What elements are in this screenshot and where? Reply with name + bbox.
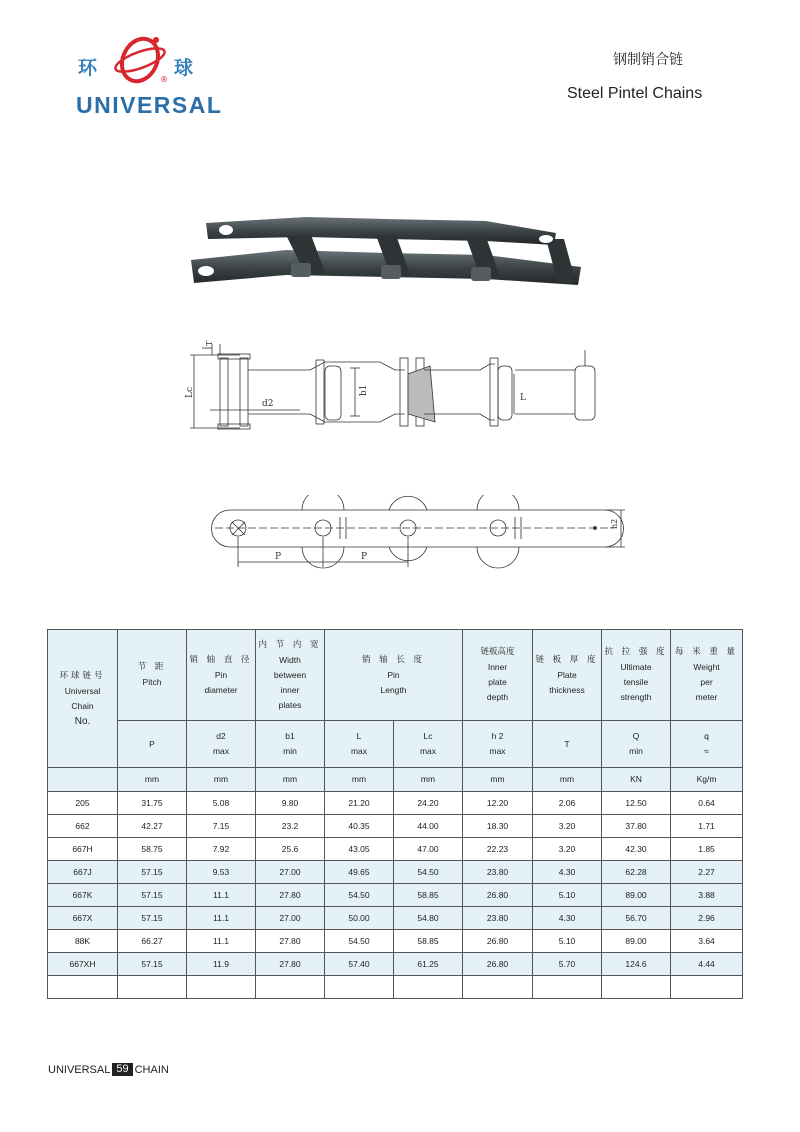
table-cell: 89.00	[602, 884, 671, 907]
table-cell: 49.65	[325, 861, 394, 884]
header-plate-thickness: 链 板 厚 度 Plate thickness	[533, 630, 602, 721]
table-row	[48, 838, 743, 861]
table-cell: 662	[48, 815, 118, 838]
table-cell: 25.6	[256, 838, 325, 861]
table-row	[48, 907, 743, 930]
table-cell: 23.2	[256, 815, 325, 838]
unit-pitch: mm	[118, 768, 187, 792]
table-cell: 57.15	[118, 953, 187, 976]
table-cell: 42.30	[602, 838, 671, 861]
spec-table	[47, 629, 743, 999]
table-cell: 26.80	[463, 953, 533, 976]
chain-top-view-drawing	[180, 330, 620, 440]
table-cell: 11.9	[187, 953, 256, 976]
table-row	[48, 953, 743, 976]
table-cell: 27.80	[256, 884, 325, 907]
dim-P2-label: P	[361, 552, 368, 562]
table-cell: 23.80	[463, 861, 533, 884]
sym-pitch: P	[118, 721, 187, 768]
table-row	[48, 815, 743, 838]
table-cell: 667K	[48, 884, 118, 907]
sym-Lc: Lc max	[394, 721, 463, 768]
table-cell: 21.20	[325, 792, 394, 815]
unit-h2: mm	[463, 768, 533, 792]
chain-photo	[186, 205, 586, 295]
unit-d2: mm	[187, 768, 256, 792]
table-cell: 26.80	[463, 930, 533, 953]
table-cell: 27.80	[256, 953, 325, 976]
table-cell: 667XH	[48, 953, 118, 976]
table-cell: 47.00	[394, 838, 463, 861]
unit-q: Kg/m	[671, 768, 743, 792]
header-pin-length: 销 轴 长 度 Pin Length	[325, 630, 463, 721]
brand-cn-left: 环	[78, 57, 99, 79]
table-cell: 23.80	[463, 907, 533, 930]
dim-b1-label: b1	[359, 384, 369, 396]
table-cell: 26.80	[463, 884, 533, 907]
table-cell: 57.40	[325, 953, 394, 976]
sym-L: L max	[325, 721, 394, 768]
table-cell: 31.75	[118, 792, 187, 815]
footer-chain: CHAIN	[134, 1063, 169, 1076]
table-cell: 2.96	[671, 907, 743, 930]
unit-T: mm	[533, 768, 602, 792]
table-cell: 11.1	[187, 907, 256, 930]
brand-logo	[72, 30, 223, 125]
dim-P1-label: P	[275, 552, 282, 562]
table-cell: 4.44	[671, 953, 743, 976]
table-cell: 3.20	[533, 815, 602, 838]
header-weight: 每 米 重 量 Weight per meter	[671, 630, 743, 721]
page-title-cn: 钢制销合链	[613, 52, 683, 68]
table-cell: 57.15	[118, 907, 187, 930]
unit-L: mm	[325, 768, 394, 792]
table-cell: 89.00	[602, 930, 671, 953]
footer-brand: UNIVERSAL	[48, 1063, 111, 1076]
table-cell: 58.75	[118, 838, 187, 861]
table-cell: 1.85	[671, 838, 743, 861]
brand-name: UNIVERSAL	[76, 92, 223, 118]
unit-b1: mm	[256, 768, 325, 792]
table-cell: 44.00	[394, 815, 463, 838]
spec-table-body	[48, 792, 743, 976]
table-cell: 5.70	[533, 953, 602, 976]
unit-Lc: mm	[394, 768, 463, 792]
table-cell: 58.85	[394, 884, 463, 907]
table-cell: 18.30	[463, 815, 533, 838]
header-pin-diameter: 销 轴 直 径 Pin diameter	[187, 630, 256, 721]
table-cell: 88K	[48, 930, 118, 953]
table-cell: 4.30	[533, 907, 602, 930]
table-row	[48, 884, 743, 907]
table-cell: 61.25	[394, 953, 463, 976]
table-cell: 0.64	[671, 792, 743, 815]
header-inner-width: 内 节 内 宽 Width between inner plates	[256, 630, 325, 721]
table-cell: 12.50	[602, 792, 671, 815]
dim-T-label: T	[205, 340, 214, 346]
table-cell: 54.50	[325, 884, 394, 907]
table-cell: 58.85	[394, 930, 463, 953]
table-cell: 3.20	[533, 838, 602, 861]
header-chain-no: 环球链号 Universal Chain No.	[48, 630, 118, 768]
sym-Q: Q min	[602, 721, 671, 768]
table-cell: 24.20	[394, 792, 463, 815]
sym-b1: b1 min	[256, 721, 325, 768]
dim-L-label: L	[520, 393, 526, 403]
table-cell: 667X	[48, 907, 118, 930]
table-row-empty	[48, 976, 743, 999]
table-row	[48, 930, 743, 953]
table-cell: 54.50	[325, 930, 394, 953]
table-row	[48, 861, 743, 884]
page-number: 59	[112, 1063, 132, 1076]
table-cell: 54.50	[394, 861, 463, 884]
table-cell: 3.64	[671, 930, 743, 953]
table-cell: 37.80	[602, 815, 671, 838]
sym-q: q ≈	[671, 721, 743, 768]
table-cell: 5.08	[187, 792, 256, 815]
header-row-names	[48, 630, 743, 721]
table-cell: 54.80	[394, 907, 463, 930]
table-cell: 27.80	[256, 930, 325, 953]
table-row	[48, 792, 743, 815]
unit-Q: KN	[602, 768, 671, 792]
table-cell: 40.35	[325, 815, 394, 838]
sym-T: T	[533, 721, 602, 768]
table-cell: 27.00	[256, 861, 325, 884]
table-cell: 2.06	[533, 792, 602, 815]
header-pitch: 节 距 Pitch	[118, 630, 187, 721]
chain-side-view-drawing	[205, 495, 625, 575]
unit-blank	[48, 768, 118, 792]
table-cell: 12.20	[463, 792, 533, 815]
table-cell: 9.53	[187, 861, 256, 884]
table-cell: 22.23	[463, 838, 533, 861]
table-cell: 11.1	[187, 930, 256, 953]
table-cell: 667H	[48, 838, 118, 861]
dim-h2-label: h2	[610, 518, 619, 529]
dim-Lc-label: Lc	[185, 386, 195, 398]
table-cell: 42.27	[118, 815, 187, 838]
table-cell: 7.92	[187, 838, 256, 861]
table-cell: 5.10	[533, 884, 602, 907]
table-cell: 43.05	[325, 838, 394, 861]
table-cell: 11.1	[187, 884, 256, 907]
table-cell: 56.70	[602, 907, 671, 930]
table-cell: 50.00	[325, 907, 394, 930]
table-cell: 205	[48, 792, 118, 815]
page-footer	[48, 1063, 169, 1076]
page-title-en: Steel Pintel Chains	[567, 85, 703, 102]
sym-h2: h 2 max	[463, 721, 533, 768]
table-cell: 3.88	[671, 884, 743, 907]
table-cell: 57.15	[118, 884, 187, 907]
dim-d2-label: d2	[262, 399, 274, 409]
table-cell: 7.15	[187, 815, 256, 838]
table-cell: 57.15	[118, 861, 187, 884]
table-cell: 66.27	[118, 930, 187, 953]
globe-logo-icon	[106, 30, 176, 92]
header-row-symbols	[48, 721, 743, 768]
table-cell: 27.00	[256, 907, 325, 930]
table-cell: 124.6	[602, 953, 671, 976]
table-cell: 1.71	[671, 815, 743, 838]
sym-d2: d2 max	[187, 721, 256, 768]
header-tensile-strength: 抗 拉 强 度 Ultimate tensile strength	[602, 630, 671, 721]
table-cell: 62.28	[602, 861, 671, 884]
brand-cn-right: 球	[174, 57, 194, 79]
table-cell: 9.80	[256, 792, 325, 815]
table-cell: 667J	[48, 861, 118, 884]
header-row-units	[48, 768, 743, 792]
table-cell: 4.30	[533, 861, 602, 884]
table-cell: 5.10	[533, 930, 602, 953]
header-plate-depth: 链板高度 Inner plate depth	[463, 630, 533, 721]
registered-mark: ®	[160, 75, 168, 84]
table-cell: 2.27	[671, 861, 743, 884]
